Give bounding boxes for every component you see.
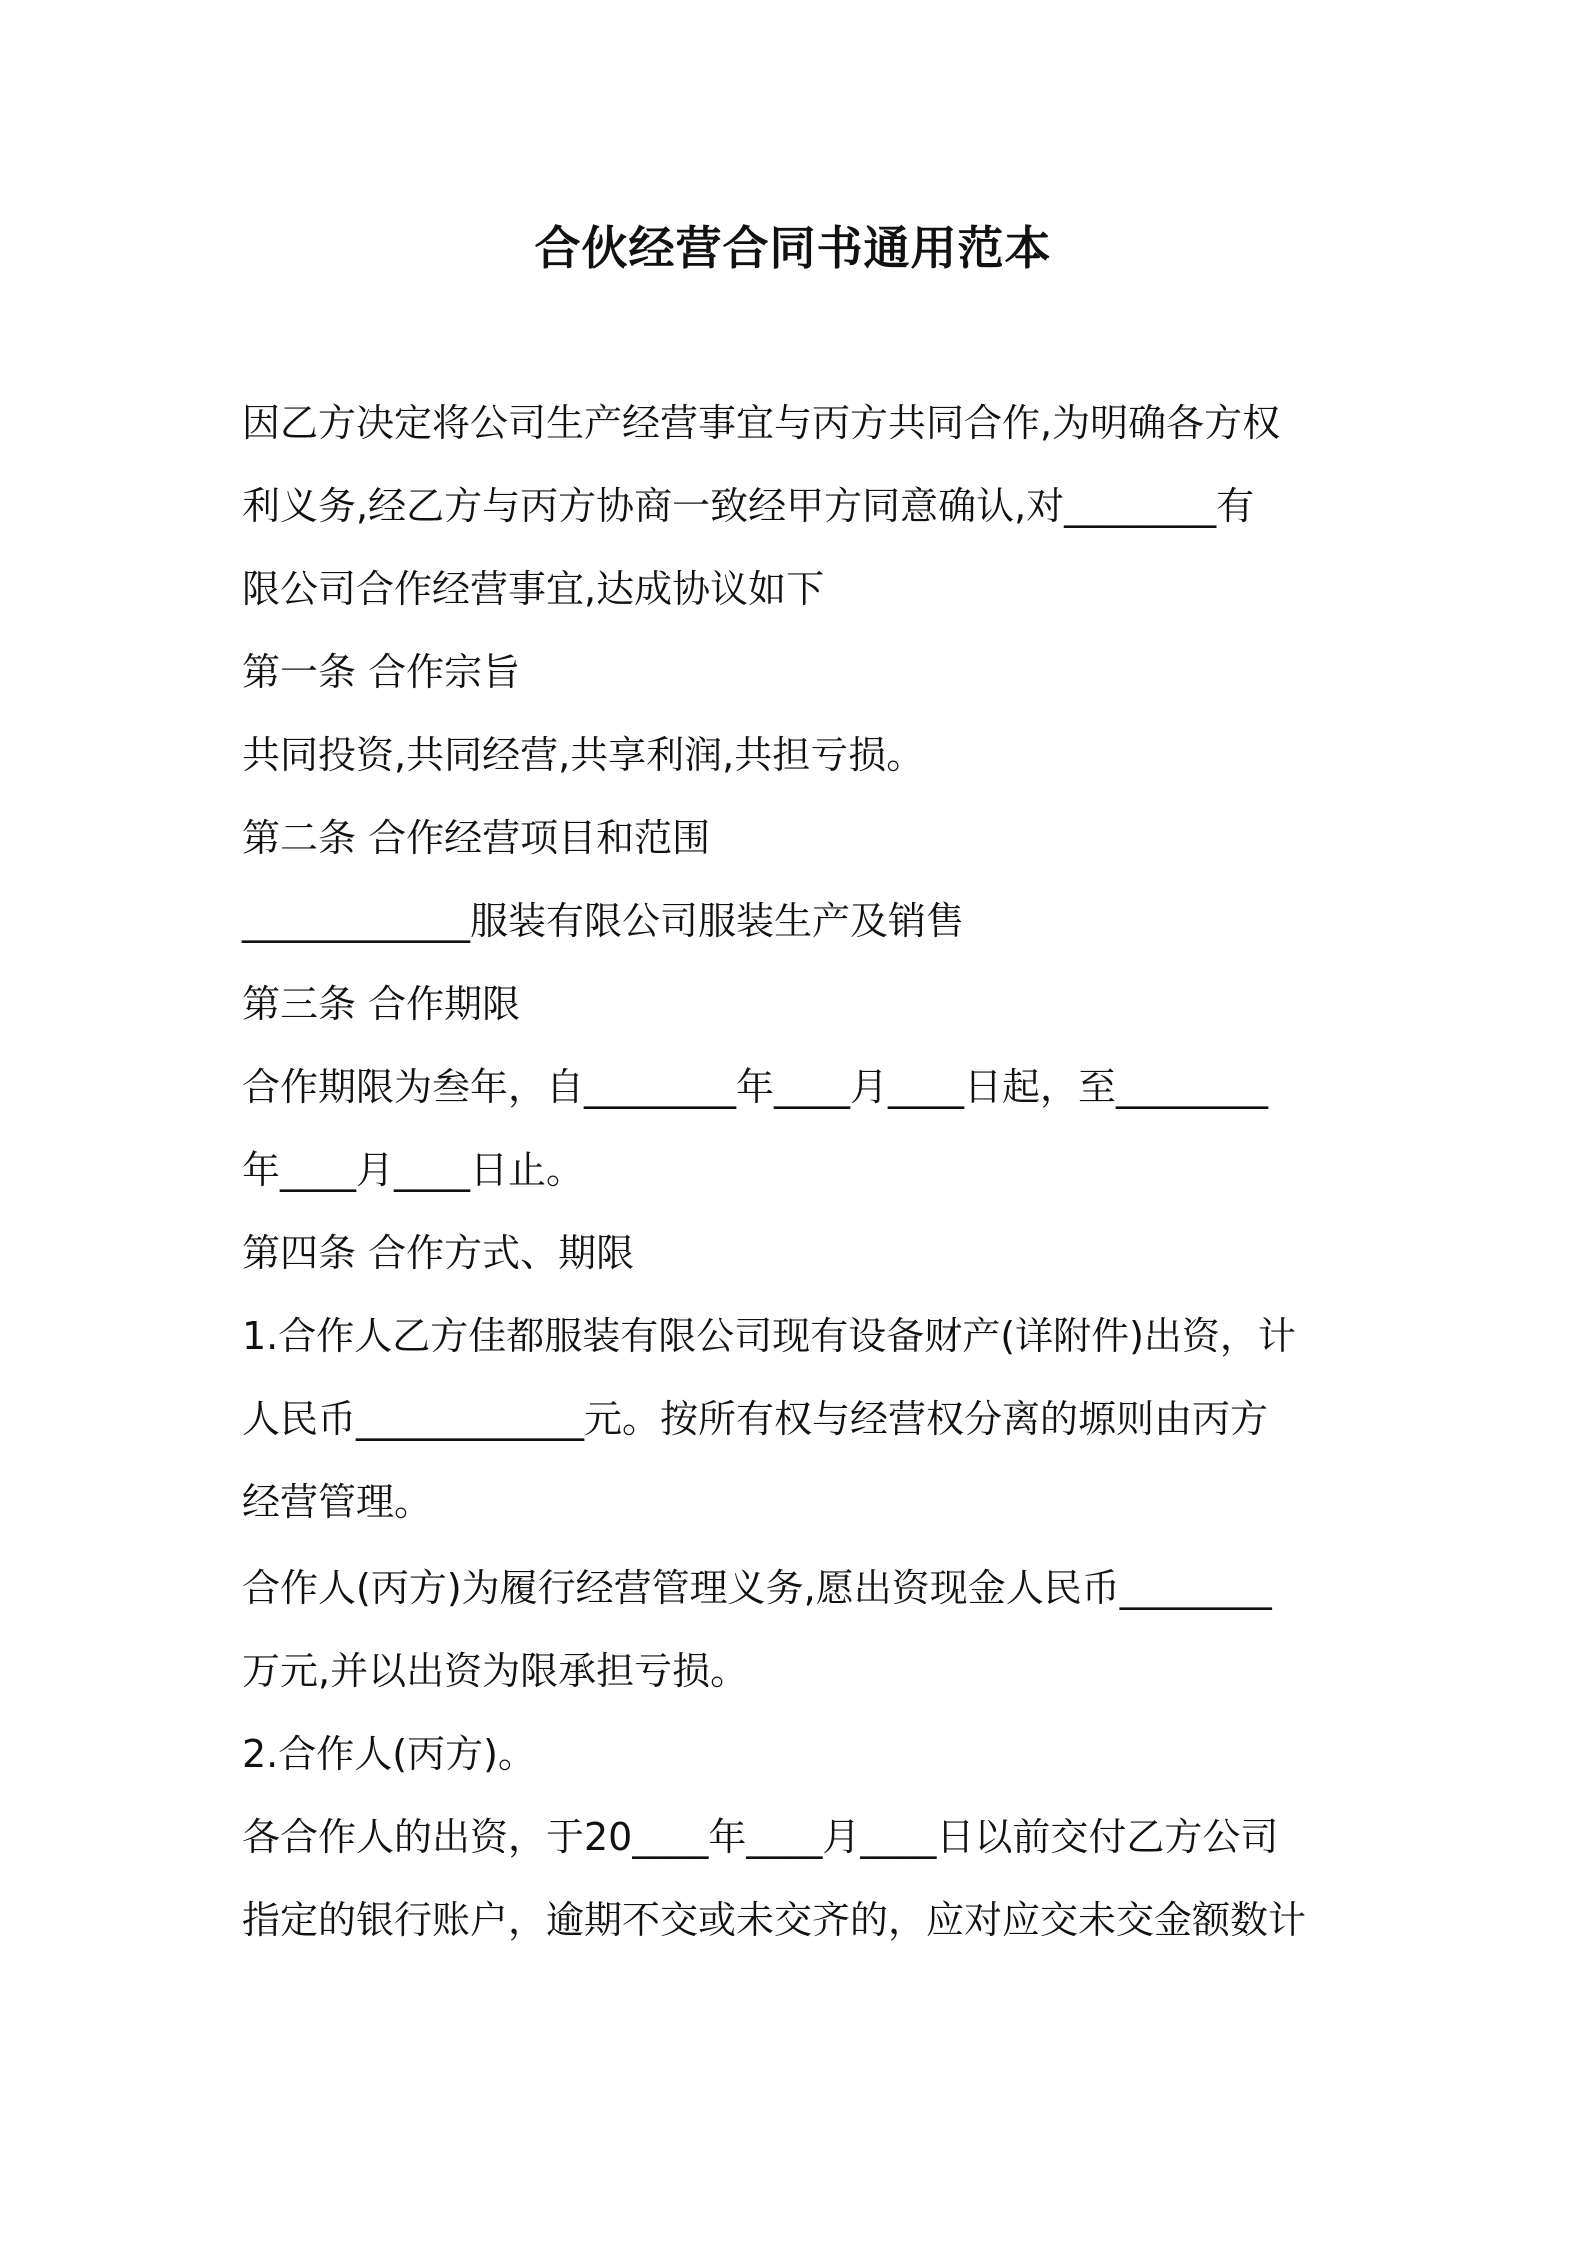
paragraph-line: 经营管理。 — [242, 1480, 433, 1524]
paragraph-line: 人民币____________元。按所有权与经营权分离的塬则由丙方 — [242, 1397, 1269, 1441]
paragraph-line: ____________服装有限公司服装生产及销售 — [242, 899, 965, 943]
paragraph-line: 1.合作人乙方佳都服装有限公司现有设备财产(详附件)出资，计 — [242, 1314, 1296, 1358]
document-body — [242, 401, 1354, 1942]
article-heading: 第一条 合作宗旨 — [242, 650, 521, 694]
paragraph-line: 各合作人的出资，于20____年____月____日以前交付乙方公司 — [242, 1815, 1279, 1859]
paragraph-line: 万元,并以出资为限承担亏损。 — [242, 1649, 749, 1693]
article-heading: 第三条 合作期限 — [242, 982, 521, 1026]
paragraph-line: 合作人(丙方)为履行经营管理义务,愿出资现金人民币________ — [242, 1566, 1272, 1610]
paragraph-line: 因乙方决定将公司生产经营事宜与丙方共同合作,为明确各方权 — [242, 401, 1281, 445]
document-title: 合伙经营合同书通用范本 — [534, 221, 1052, 275]
article-heading: 第二条 合作经营项目和范围 — [242, 816, 711, 860]
article-heading: 第四条 合作方式、期限 — [242, 1231, 635, 1275]
paragraph-line: 年____月____日止。 — [242, 1148, 585, 1192]
paragraph-line: 合作期限为叁年，自________年____月____日起，至________ — [242, 1065, 1269, 1109]
paragraph-line: 指定的银行账户，逾期不交或未交齐的，应对应交未交金额数计 — [242, 1898, 1307, 1942]
paragraph-line: 2.合作人(丙方)。 — [242, 1732, 536, 1776]
paragraph-line: 共同投资,共同经营,共享利润,共担亏损。 — [242, 733, 925, 777]
paragraph-line: 利义务,经乙方与丙方协商一致经甲方同意确认,对________有 — [242, 484, 1255, 528]
paragraph-line: 限公司合作经营事宜,达成协议如下 — [242, 567, 825, 611]
